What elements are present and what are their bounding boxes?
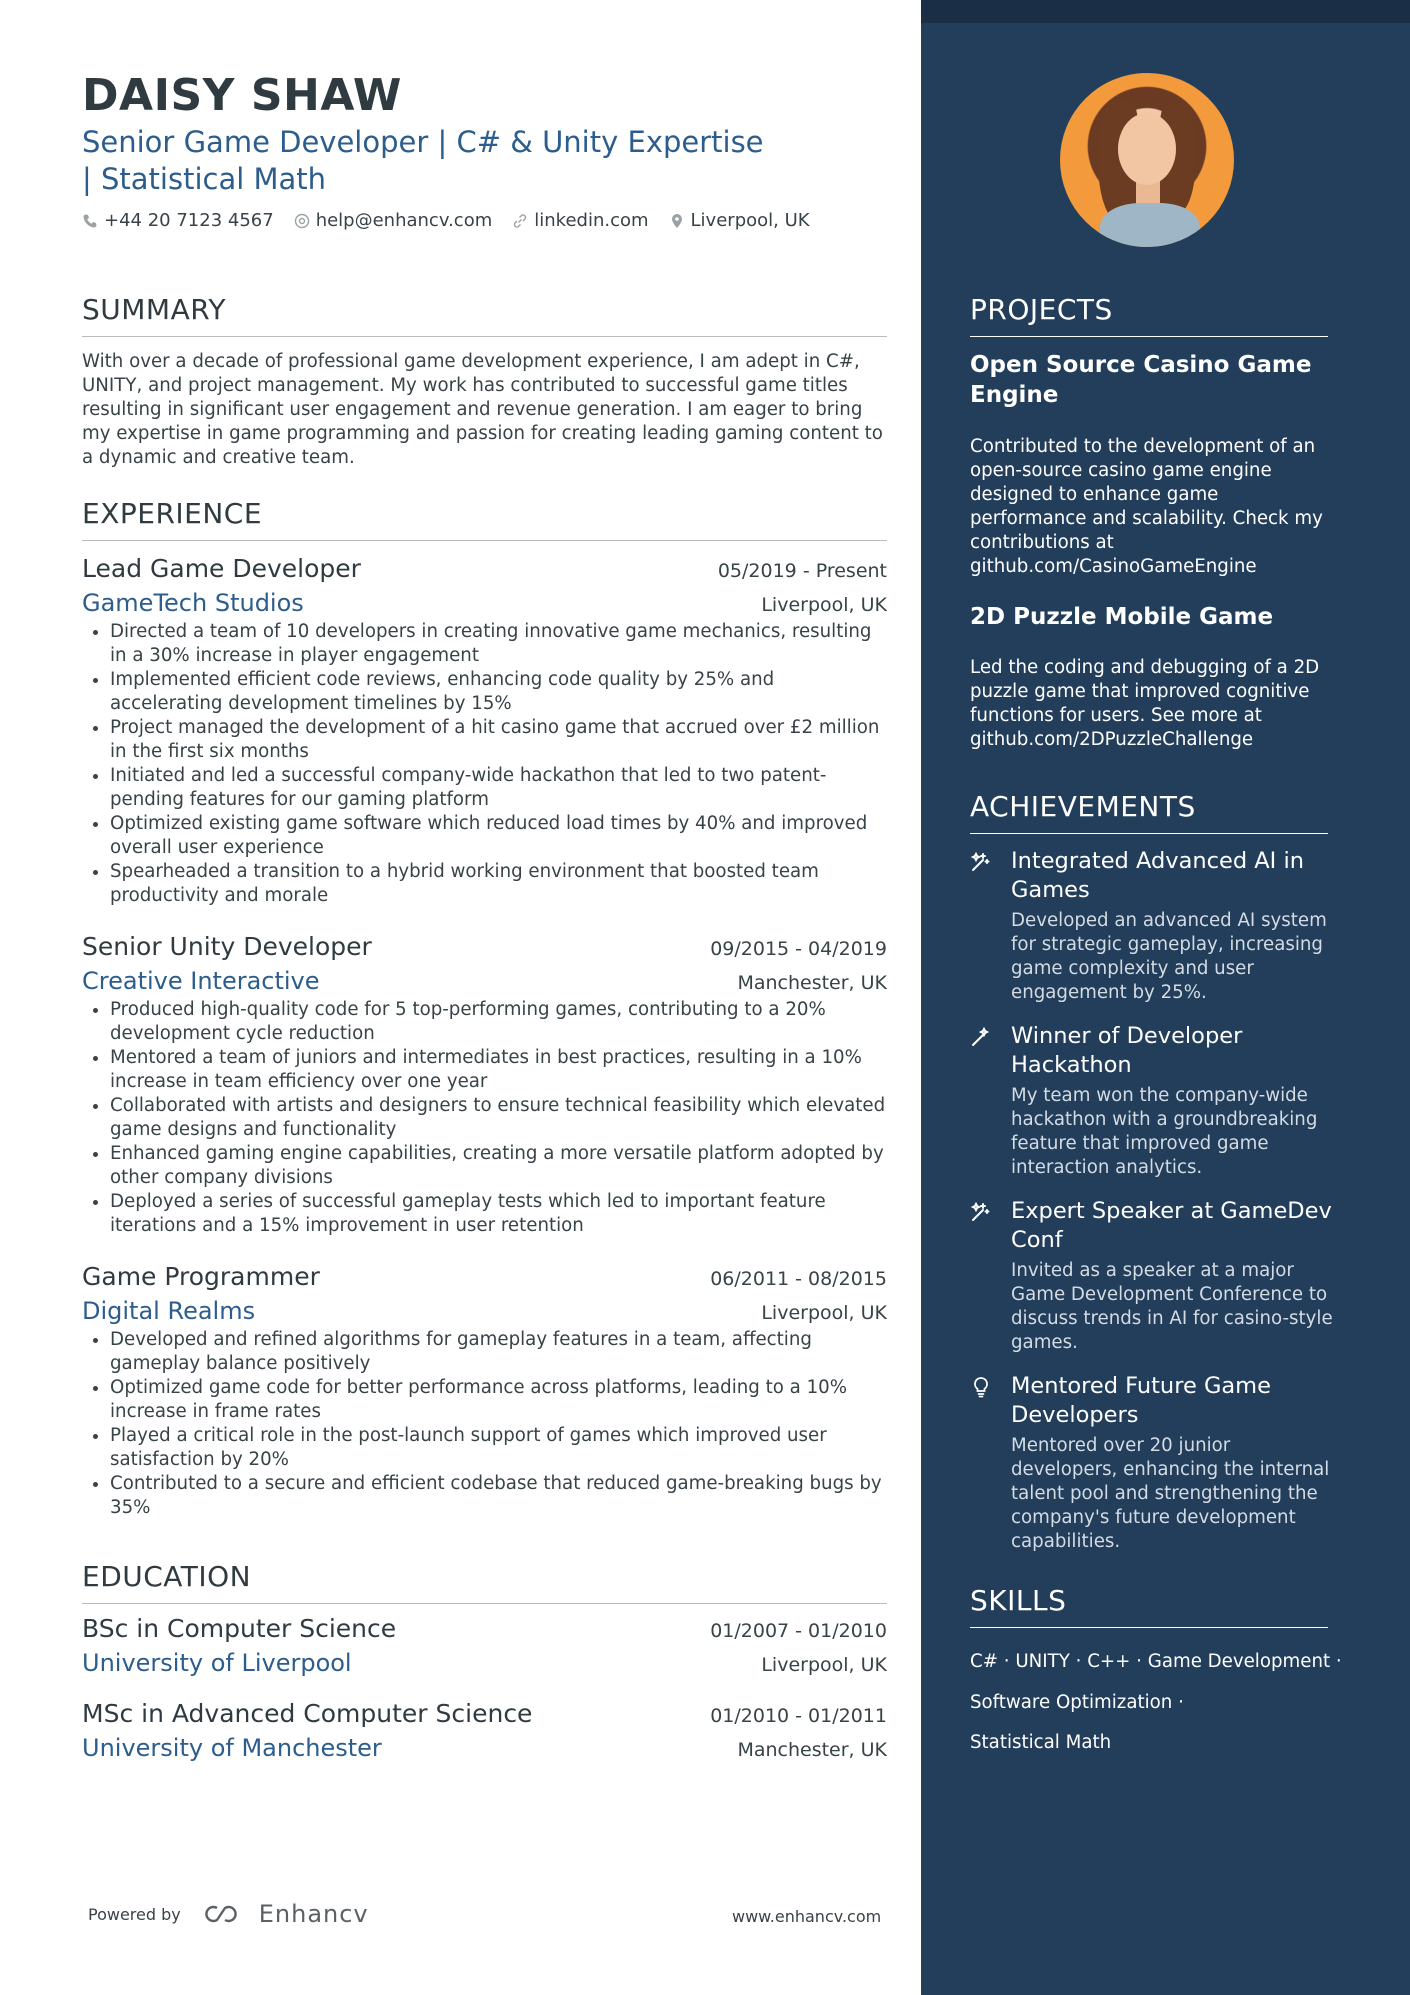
edu-degree: MSc in Advanced Computer Science xyxy=(82,1699,533,1728)
list-item: • Optimized existing game software which reduced load times by 40% and improved overall user experience xyxy=(110,812,887,860)
experience-entry xyxy=(82,554,887,908)
job-location: Manchester, UK xyxy=(737,972,887,994)
contact-bar xyxy=(82,210,810,231)
powered-by-label: Powered by xyxy=(88,1904,181,1924)
list-item: • Produced high-quality code for 5 top-performing games, contributing to a 20% development cycle reduction xyxy=(110,998,887,1046)
list-item: • Implemented efficient code reviews, enhancing code quality by 25% and accelerating development timelines by 15% xyxy=(110,668,887,716)
skill-tag: Software Optimization xyxy=(970,1691,1173,1713)
footer-website[interactable]: www.enhancv.com xyxy=(732,1907,882,1926)
achievement-item xyxy=(970,1372,1335,1554)
list-item: • Initiated and led a successful company-wide hackathon that led to two patent-pending features for our gaming platform xyxy=(110,764,887,812)
list-item: • Project managed the development of a hit casino game that accrued over £2 million in the first six months xyxy=(110,716,887,764)
candidate-title: Senior Game Developer | C# & Unity Expertise | Statistical Math xyxy=(82,125,764,196)
job-bullets xyxy=(82,998,887,1238)
list-item: • Developed and refined algorithms for gameplay features in a team, affecting gameplay balance positively xyxy=(110,1328,887,1376)
job-role: Senior Unity Developer xyxy=(82,932,372,961)
job-location: Liverpool, UK xyxy=(761,1302,887,1324)
list-item: • Mentored a team of juniors and intermediates in best practices, resulting in a 10% increase in team efficiency over one year xyxy=(110,1046,887,1094)
experience-entry xyxy=(82,932,887,1238)
list-item: • Contributed to a secure and efficient codebase that reduced game-breaking bugs by 35% xyxy=(110,1472,887,1520)
list-item: • Directed a team of 10 developers in creating innovative game mechanics, resulting in a 30% increase in player engagement xyxy=(110,620,887,668)
edu-school: University of Manchester xyxy=(82,1734,382,1762)
job-company: Creative Interactive xyxy=(82,967,320,995)
education-entry xyxy=(82,1614,887,1677)
skills-list: C# · UNITY · C++ · Game Development · Software Optimization · Statistical Math xyxy=(970,1651,1342,1753)
enhancv-logo[interactable]: Enhancv xyxy=(203,1900,369,1928)
achievement-item xyxy=(970,1197,1335,1355)
profile-photo xyxy=(1060,73,1234,247)
contact-phone[interactable]: +44 20 7123 4567 xyxy=(82,210,274,231)
link-icon xyxy=(512,213,528,229)
achievement-description: Invited as a speaker at a major Game Development Conference to discuss trends in AI for casino-style games. xyxy=(1011,1260,1333,1353)
enhancv-logo-icon xyxy=(203,1902,249,1926)
edu-dates: 01/2007 - 01/2010 xyxy=(710,1620,887,1642)
skill-tag: C# xyxy=(970,1651,998,1672)
list-item: • Deployed a series of successful gameplay tests which led to important feature iterations and a 15% improvement in user retention xyxy=(110,1190,887,1238)
skill-tag: Statistical Math xyxy=(970,1732,1112,1753)
project-description: Led the coding and debugging of a 2D puzzle game that improved cognitive functions for users. See more at github.com/2DPuzzleChallenge xyxy=(970,657,1320,750)
experience-heading: EXPERIENCE xyxy=(82,497,887,541)
lightbulb-icon xyxy=(970,1376,992,1398)
projects-heading: PROJECTS xyxy=(970,293,1328,337)
skills-heading: SKILLS xyxy=(970,1584,1328,1628)
achievement-title: Integrated Advanced AI in Games xyxy=(1011,848,1304,903)
skill-tag: C++ xyxy=(1087,1651,1131,1672)
achievement-title: Mentored Future Game Developers xyxy=(1011,1373,1271,1428)
contact-location: Liverpool, UK xyxy=(669,210,810,231)
job-dates: 09/2015 - 04/2019 xyxy=(710,938,887,960)
contact-linkedin[interactable]: linkedin.com xyxy=(512,210,648,231)
skill-tag: Game Development xyxy=(1147,1651,1331,1672)
skill-tag: UNITY xyxy=(1015,1651,1070,1672)
job-company: Digital Realms xyxy=(82,1297,256,1325)
summary-text: With over a decade of professional game development experience, I am adept in C#, UNITY, and project management. My work has contributed to successful game titles resulting in significant user engagement and revenue generation. I am eager to bring my expertise in game programming and passion for creating leading gaming content to a dynamic and creative team. xyxy=(82,351,883,468)
job-company: GameTech Studios xyxy=(82,589,304,617)
magic-wand-icon xyxy=(970,851,992,873)
sidebar-top-band xyxy=(921,0,1410,23)
job-bullets xyxy=(82,1328,887,1520)
education-heading: EDUCATION xyxy=(82,1560,887,1604)
edu-location: Manchester, UK xyxy=(737,1739,887,1761)
achievement-title: Winner of Developer Hackathon xyxy=(1011,1023,1243,1078)
job-dates: 06/2011 - 08/2015 xyxy=(710,1268,887,1290)
candidate-name: DAISY SHAW xyxy=(82,70,402,121)
list-item: • Played a critical role in the post-launch support of games which improved user satisfaction by 20% xyxy=(110,1424,887,1472)
achievement-description: Developed an advanced AI system for strategic gameplay, increasing game complexity and user engagement by 25%. xyxy=(1011,910,1327,1003)
list-item: • Enhanced gaming engine capabilities, creating a more versatile platform adopted by other company divisions xyxy=(110,1142,887,1190)
achievement-title: Expert Speaker at GameDev Conf xyxy=(1011,1198,1332,1253)
project-title: 2D Puzzle Mobile Game xyxy=(970,604,1274,630)
experience-entry xyxy=(82,1262,887,1520)
job-role: Lead Game Developer xyxy=(82,554,361,583)
achievement-description: My team won the company-wide hackathon with a groundbreaking feature that improved game interaction analytics. xyxy=(1011,1085,1318,1178)
summary-heading: SUMMARY xyxy=(82,293,887,337)
contact-email[interactable]: help@enhancv.com xyxy=(294,210,493,231)
achievement-item xyxy=(970,847,1335,1005)
phone-icon xyxy=(82,213,98,229)
achievements-heading: ACHIEVEMENTS xyxy=(970,790,1328,834)
footer-branding xyxy=(88,1900,369,1928)
job-location: Liverpool, UK xyxy=(761,594,887,616)
list-item: • Collaborated with artists and designers to ensure technical feasibility which elevated game designs and functionality xyxy=(110,1094,887,1142)
edu-degree: BSc in Computer Science xyxy=(82,1614,397,1643)
job-bullets xyxy=(82,620,887,908)
job-dates: 05/2019 - Present xyxy=(717,560,887,582)
education-entry xyxy=(82,1699,887,1762)
list-item: • Optimized game code for better performance across platforms, leading to a 10% increase in frame rates xyxy=(110,1376,887,1424)
edu-location: Liverpool, UK xyxy=(761,1654,887,1676)
list-item: • Spearheaded a transition to a hybrid working environment that boosted team productivity and morale xyxy=(110,860,887,908)
achievement-item xyxy=(970,1022,1335,1180)
job-role: Game Programmer xyxy=(82,1262,320,1291)
at-icon xyxy=(294,213,310,229)
location-pin-icon xyxy=(669,213,685,229)
project-description: Contributed to the development of an open-source casino game engine designed to enhance game performance and scalability. Check my contributions at github.com/CasinoGameEngine xyxy=(970,436,1323,577)
achievement-description: Mentored over 20 junior developers, enhancing the internal talent pool and strengthening the company's future development capabilities. xyxy=(1011,1435,1330,1552)
project-title: Open Source Casino Game Engine xyxy=(970,352,1312,408)
magic-wand-icon xyxy=(970,1201,992,1223)
wand-icon xyxy=(970,1026,992,1048)
edu-school: University of Liverpool xyxy=(82,1649,352,1677)
edu-dates: 01/2010 - 01/2011 xyxy=(710,1705,887,1727)
